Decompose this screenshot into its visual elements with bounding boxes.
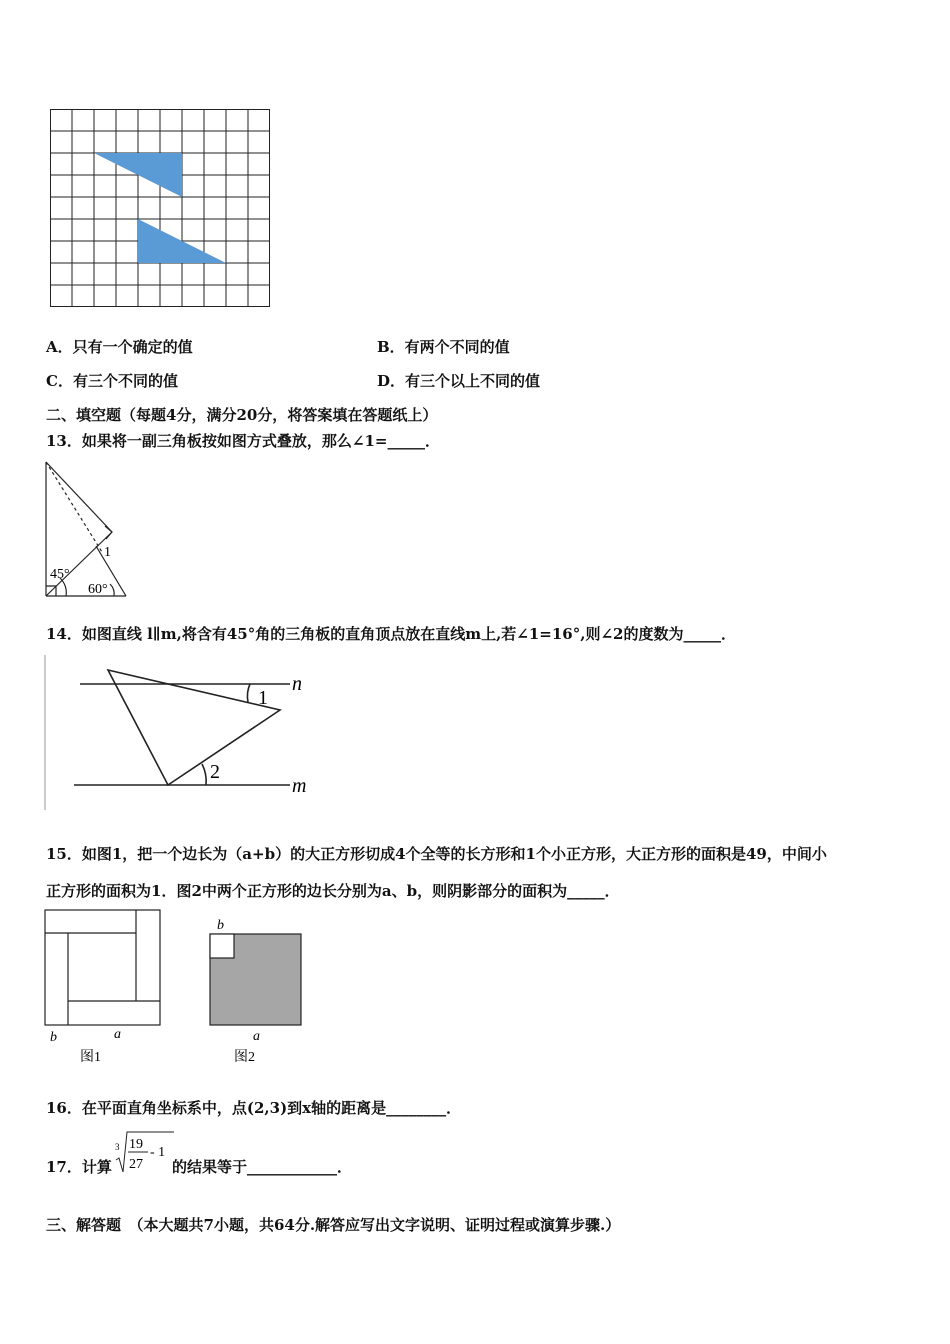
q13-label-45: 45° [50, 567, 70, 582]
option-d: D．有三个以上不同的值 [377, 372, 541, 390]
q15-fig2-label-b: b [217, 918, 224, 933]
q17-cube-root [112, 1128, 176, 1176]
section3-heading: 三、解答题 （本大题共7小题，共64分.解答应写出文字说明、证明过程或演算步骤.） [46, 1216, 621, 1234]
q14-text: 14．如图直线 l∥m,将含有45°角的三角板的直角顶点放在直线m上,若∠1=16°,则∠2的度数为_____． [46, 625, 736, 643]
q15-fig2 [208, 909, 308, 1069]
q17-suffix: 的结果等于____________． [172, 1158, 353, 1176]
q15-fig2-small-square [210, 934, 234, 958]
q13-figure [44, 460, 134, 602]
grid-figure [50, 109, 272, 309]
q15-fig1 [44, 909, 166, 1069]
q16-text: 16．在平面直角坐标系中，点(2,3)到x轴的距离是________． [46, 1099, 462, 1117]
q17-minus-one: - 1 [150, 1145, 166, 1160]
q17-prefix: 17．计算 [46, 1158, 112, 1176]
option-a: A．只有一个确定的值 [46, 338, 193, 356]
q15-line1: 15．如图1，把一个边长为（a+b）的大正方形切成4个全等的长方形和1个小正方形，大正方形的面积是49，中间小 [46, 845, 827, 863]
q14-line-m: m [292, 775, 307, 797]
q14-figure [44, 652, 324, 812]
q13-text: 13．如果将一副三角板按如图方式叠放，那么∠1=_____． [46, 432, 440, 450]
q15-fig2-caption: 图2 [234, 1050, 255, 1065]
q13-label-1: 1 [104, 545, 111, 560]
grid-lines [50, 109, 270, 307]
option-c: C．有三个不同的值 [46, 372, 178, 390]
q17-denominator: 27 [129, 1157, 143, 1172]
section2-heading: 二、填空题（每题4分，满分20分，将答案填在答题纸上） [46, 406, 438, 424]
q15-fig1-label-a: a [114, 1027, 121, 1042]
q17-root-index: 3 [115, 1142, 120, 1152]
q14-line-n: n [292, 673, 302, 695]
q14-angle-2: 2 [210, 761, 220, 783]
q15-fig1-caption: 图1 [80, 1050, 101, 1065]
q17-numerator: 19 [129, 1137, 143, 1152]
q15-fig2-label-a: a [253, 1029, 260, 1044]
q15-fig1-label-b: b [50, 1030, 57, 1045]
q13-label-60: 60° [88, 582, 108, 597]
q14-angle-1: 1 [258, 687, 268, 709]
q15-line2: 正方形的面积为1．图2中两个正方形的边长分别为a、b，则阴影部分的面积为_____． [46, 882, 620, 900]
option-b: B．有两个不同的值 [377, 338, 510, 356]
